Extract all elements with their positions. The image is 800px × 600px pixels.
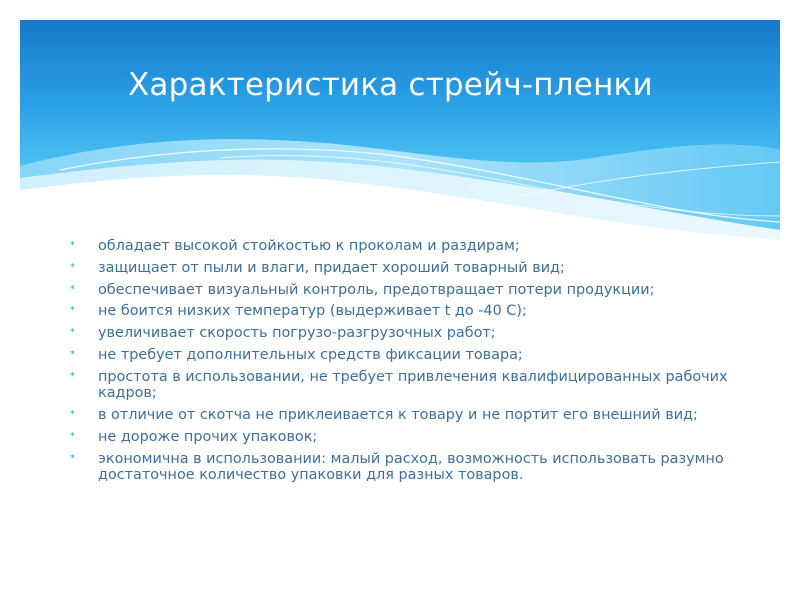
slide <box>20 20 780 580</box>
bullet-marker: * <box>70 452 75 464</box>
bullet-marker: * <box>70 348 75 360</box>
bullet-marker: * <box>70 370 75 382</box>
list-item <box>70 238 730 255</box>
list-item-text: не боится низких температур (выдерживает t до -40 С); <box>98 303 527 320</box>
list-item <box>70 347 730 364</box>
list-item-text: не требует дополнительных средств фиксации товара; <box>98 346 523 363</box>
list-item-text: экономична в использовании: малый расход, возможность использовать разумно достаточное количество упаковки для разных товаров. <box>98 450 724 484</box>
list-item-text: простота в использовании, не требует привлечения квалифицированных рабочих кадров; <box>98 368 728 402</box>
list-item-text: не дороже прочих упаковок; <box>98 428 318 445</box>
list-item-text: обеспечивает визуальный контроль, предотвращает потери продукции; <box>98 281 655 298</box>
bullet-marker: * <box>70 327 75 339</box>
list-item-text: увеличивает скорость погрузо-разгрузочных работ; <box>98 325 496 342</box>
slide-title: Характеристика стрейч-пленки <box>128 67 653 103</box>
list-item <box>70 282 730 299</box>
list-item <box>70 325 730 342</box>
bullet-marker: * <box>70 283 75 295</box>
slide-header <box>20 20 780 250</box>
list-item <box>70 407 730 424</box>
bullet-marker: * <box>70 430 75 442</box>
list-item-text: обладает высокой стойкостью к проколам и раздирам; <box>98 238 520 254</box>
list-item <box>70 451 730 484</box>
list-item <box>70 369 730 402</box>
list-item <box>70 303 730 320</box>
list-item <box>70 260 730 277</box>
bullet-list <box>70 238 730 489</box>
bullet-marker: * <box>70 261 75 273</box>
bullet-marker: * <box>70 240 75 251</box>
list-item-text: в отличие от скотча не приклеивается к товару и не портит его внешний вид; <box>98 407 698 424</box>
list-item-text: защищает от пыли и влаги, придает хороший товарный вид; <box>98 259 565 276</box>
wave-background <box>20 20 780 250</box>
list-item <box>70 429 730 446</box>
bullet-marker: * <box>70 305 75 317</box>
bullet-marker: * <box>70 409 75 421</box>
